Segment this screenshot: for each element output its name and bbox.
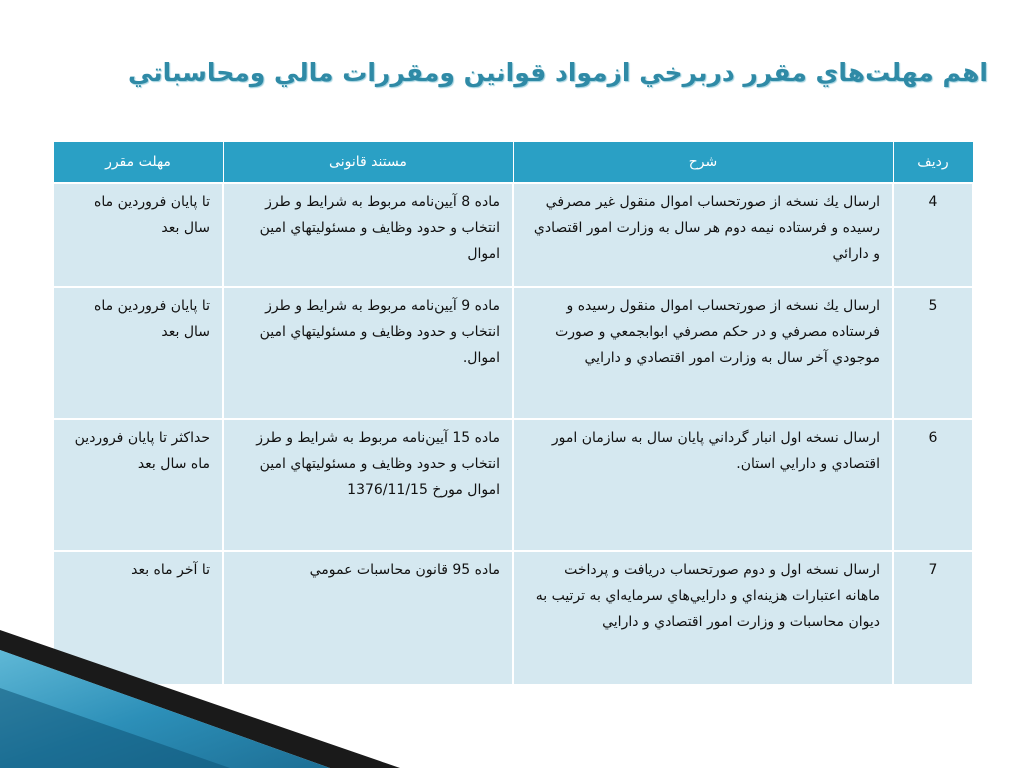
table-row — [53, 183, 973, 287]
header-sharh: شرح — [513, 142, 893, 184]
cell-mohlat: تا آخر ماه بعد — [53, 551, 223, 685]
cell-radif: 4 — [893, 183, 973, 287]
header-radif: رديف — [893, 142, 973, 184]
decorative-swoosh — [0, 628, 400, 768]
cell-mostanad: ماده 9 آيين‌نامه مربوط به شرايط و طرز انتخاب و حدود وظايف و مسئوليتهاي امين اموال. — [223, 287, 513, 419]
cell-radif: 7 — [893, 551, 973, 685]
cell-mostanad: ماده 95 قانون محاسبات عمومي — [223, 551, 513, 685]
cell-mostanad: ماده 15 آيين‌نامه مربوط به شرايط و طرز انتخاب و حدود وظايف و مسئوليتهاي امين اموال مورخ 1376/11/15 — [223, 419, 513, 551]
table-header-row — [53, 142, 973, 184]
table-row — [53, 419, 973, 551]
cell-sharh: ارسال يك نسخه از صورتحساب اموال منقول غير مصرفي رسيده و فرستاده نيمه دوم هر سال به وزارت امور اقتصادي و دارائي — [513, 183, 893, 287]
cell-sharh: ارسال يك نسخه از صورتحساب اموال منقول رسيده و فرستاده مصرفي و در حكم مصرفي ابوابجمعي و صورت موجودي آخر سال به وزارت امور اقتصادي و دارايي — [513, 287, 893, 419]
header-mohlat: مهلت مقرر — [53, 142, 223, 184]
cell-radif: 5 — [893, 287, 973, 419]
cell-mohlat: تا پايان فروردين ماه سال بعد — [53, 287, 223, 419]
cell-radif: 6 — [893, 419, 973, 551]
cell-sharh: ارسال نسخه اول و دوم صورتحساب دريافت و پرداخت ماهانه اعتبارات هزينه‌اي و دارايي‌هاي سرمايه‌اي به ترتيب به ديوان محاسبات و وزارت امور اقتصادي و دارايي — [513, 551, 893, 685]
cell-sharh: ارسال نسخه اول انبار گرداني پايان سال به سازمان امور اقتصادي و دارايي استان. — [513, 419, 893, 551]
deadlines-table — [52, 141, 974, 686]
cell-mohlat: تا پايان فروردين ماه سال بعد — [53, 183, 223, 287]
cell-mostanad: ماده 8 آيين‌نامه مربوط به شرايط و طرز انتخاب و حدود وظايف و مسئوليتهاي امين اموال — [223, 183, 513, 287]
deadlines-table-container — [52, 141, 972, 686]
header-mostanad: مستند قانونی — [223, 142, 513, 184]
cell-mohlat: حداكثر تا پايان فروردين ماه سال بعد — [53, 419, 223, 551]
table-row — [53, 287, 973, 419]
slide-title: اهم مهلت‌هاي مقرر دربرخي ازمواد قوانين ومقررات مالي ومحاسباتي — [128, 58, 988, 87]
